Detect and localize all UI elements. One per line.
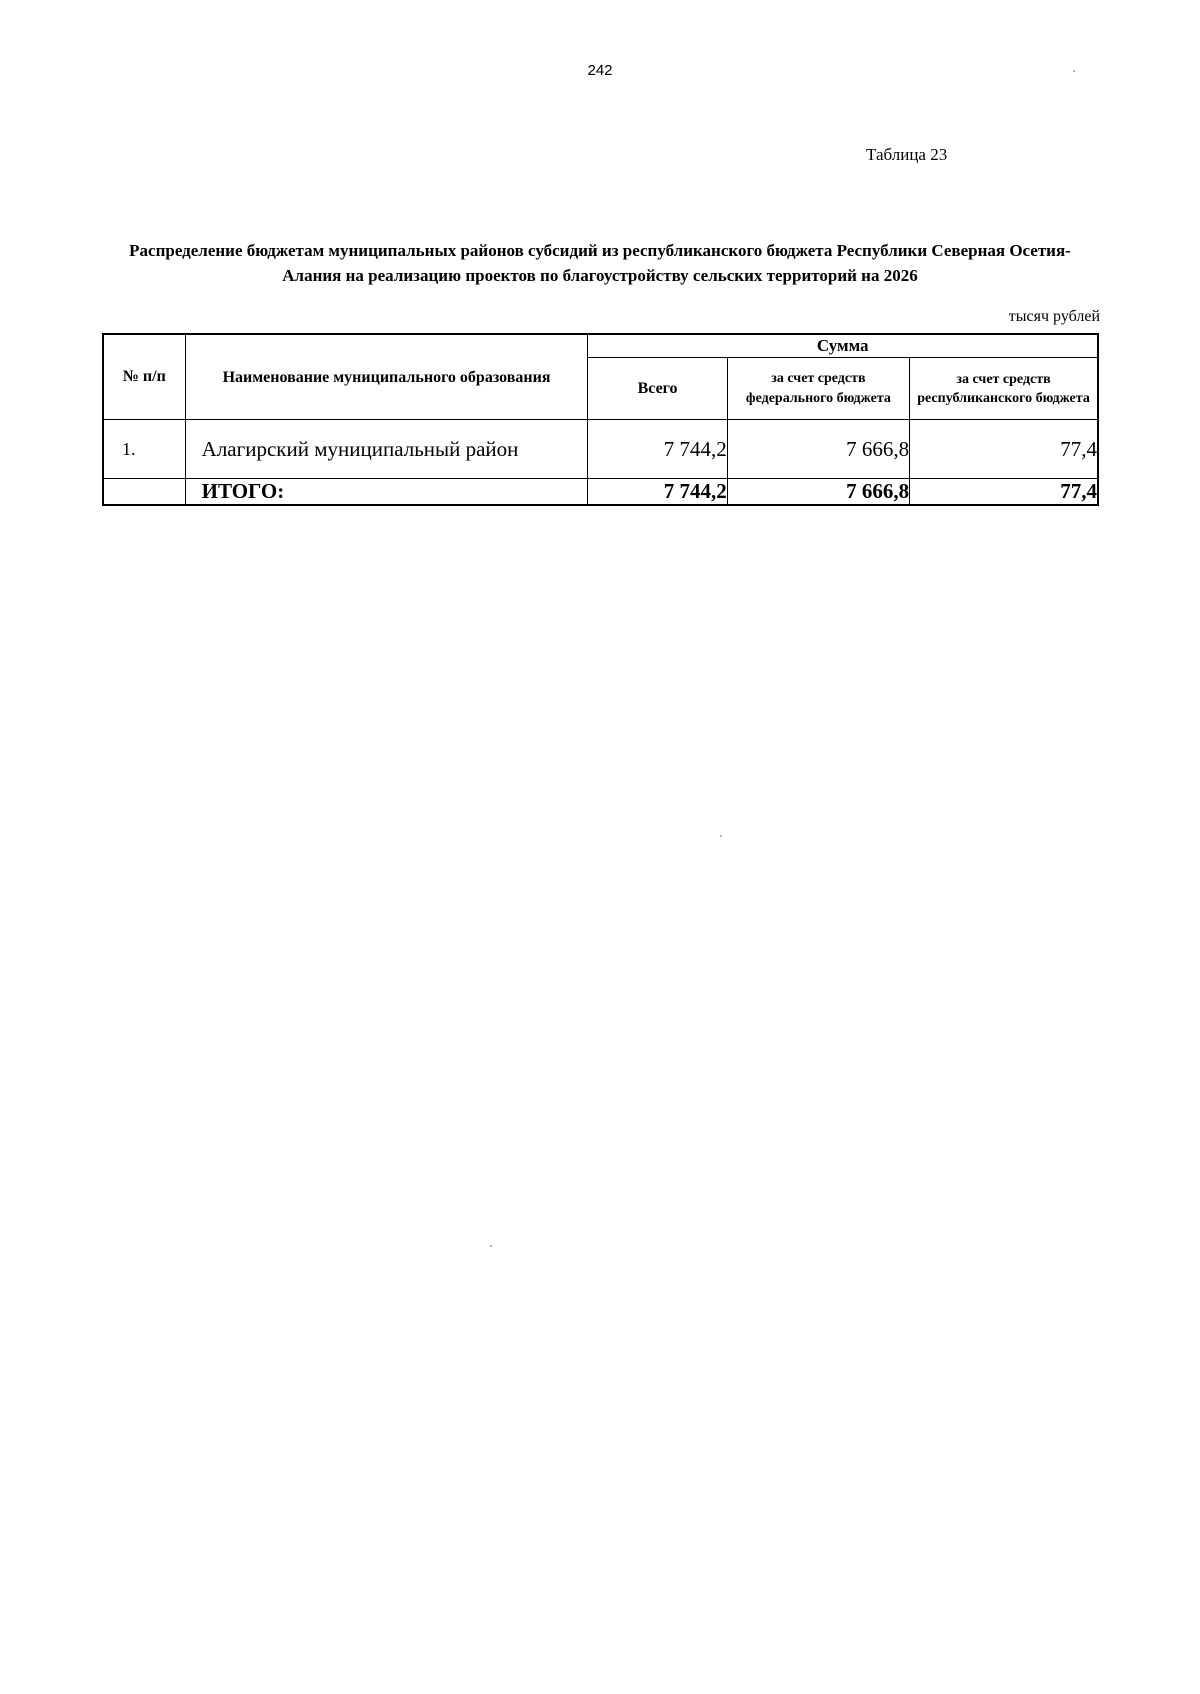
total-num-cell	[103, 479, 185, 506]
row-total: 7 744,2	[588, 420, 727, 479]
units-label: тысяч рублей	[1008, 308, 1100, 325]
row-name: Алагирский муниципальный район	[185, 420, 588, 479]
header-num: № п/п	[103, 334, 185, 420]
header-republic: за счет средств республиканского бюджета	[910, 358, 1098, 420]
total-republic: 77,4	[910, 479, 1098, 506]
budget-table	[102, 333, 1099, 506]
table-label: Таблица 23	[866, 145, 948, 164]
header-row-1	[103, 334, 1098, 358]
total-label: ИТОГО:	[185, 479, 588, 506]
table-row	[103, 420, 1098, 479]
page-number: 242	[587, 62, 613, 79]
row-federal: 7 666,8	[727, 420, 909, 479]
row-republic: 77,4	[910, 420, 1098, 479]
row-num: 1.	[103, 420, 185, 479]
scan-speck	[1073, 70, 1075, 72]
scan-speck	[720, 835, 722, 837]
total-row	[103, 479, 1098, 506]
total-sum: 7 744,2	[588, 479, 727, 506]
total-federal: 7 666,8	[727, 479, 909, 506]
scan-speck	[490, 1245, 492, 1247]
header-federal: за счет средств федерального бюджета	[727, 358, 909, 420]
document-title: Распределение бюджетам муниципальных районов субсидий из республиканского бюджета Республики Северная Осетия-Алания на реализацию проектов по благоустройству сельских территорий на 2026	[129, 241, 1071, 285]
header-total: Всего	[588, 358, 727, 420]
header-name: Наименование муниципального образования	[185, 334, 588, 420]
header-sum: Сумма	[588, 334, 1098, 358]
